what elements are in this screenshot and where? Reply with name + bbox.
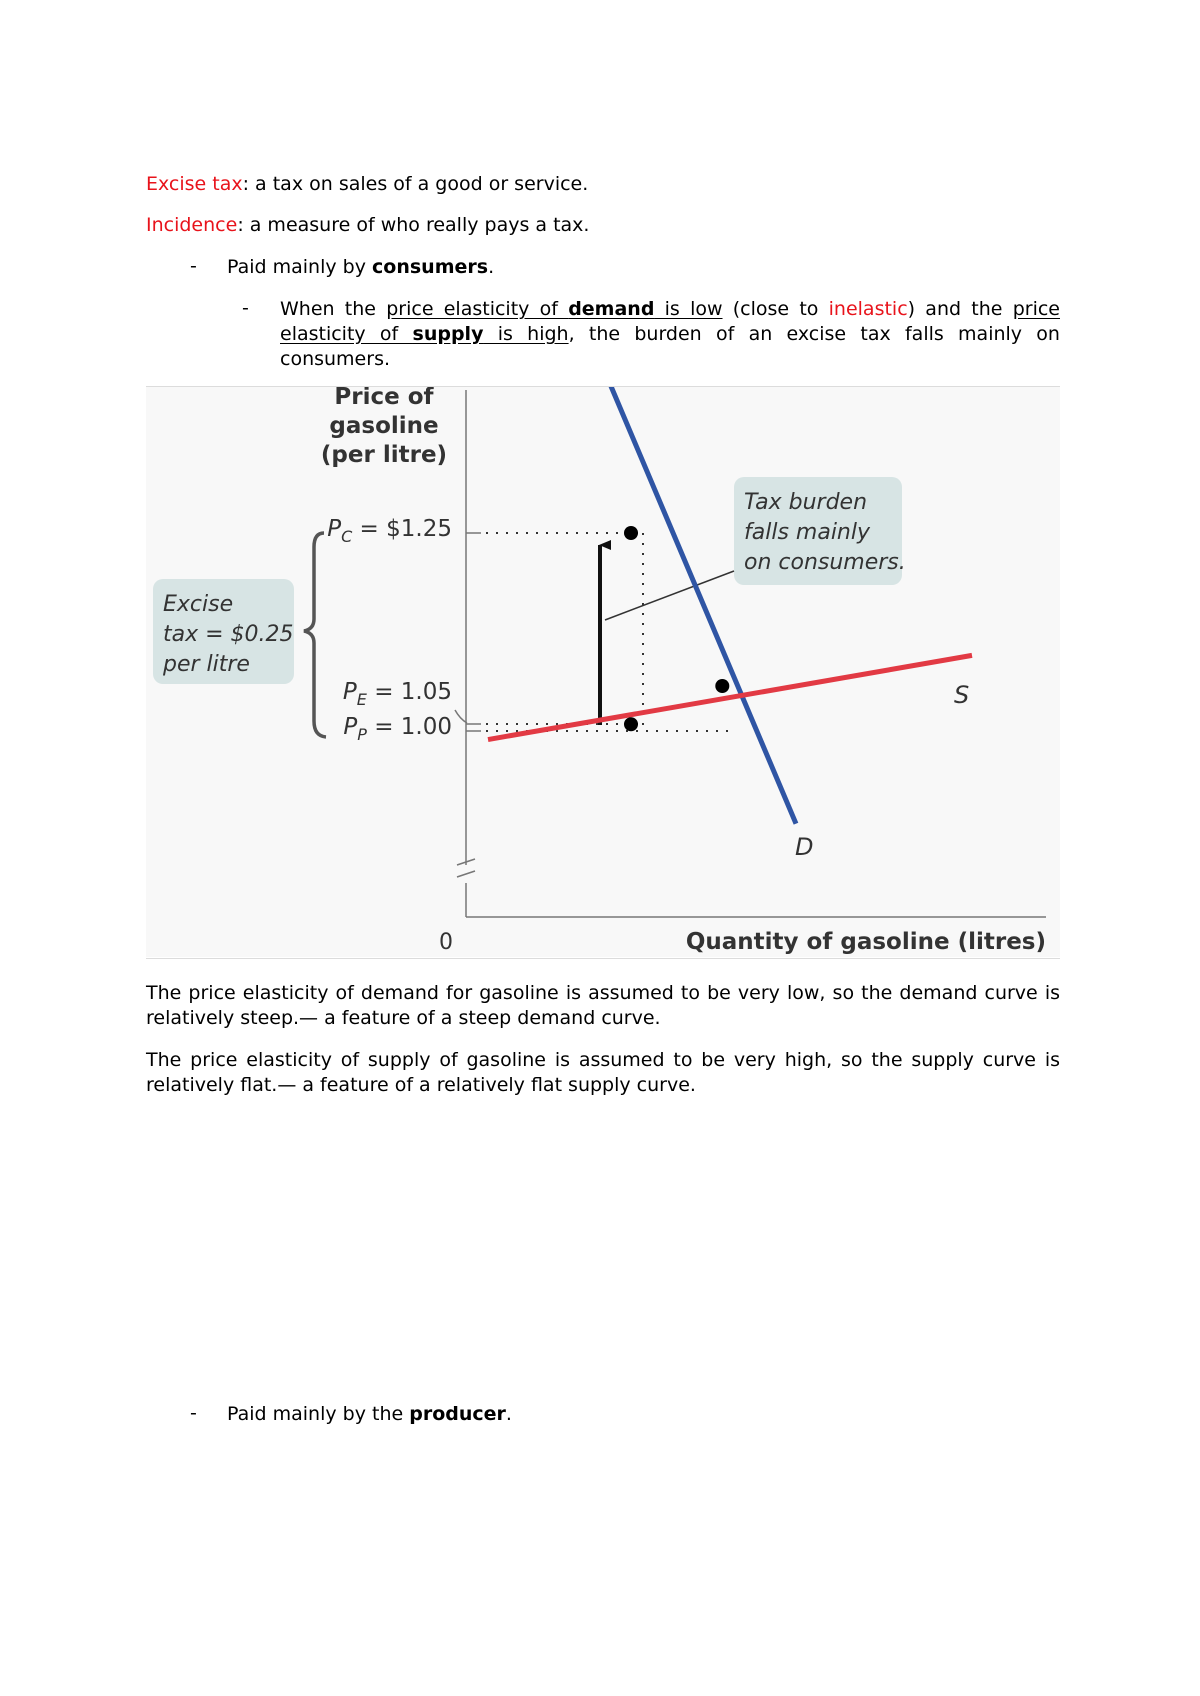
excise-box-line-3: per litre: [163, 652, 250, 677]
demand-label: D: [795, 833, 814, 861]
demand-caption: The price elasticity of demand for gasoline is assumed to be very low, so the demand curve is relatively steep.— a feature of a steep demand curve.: [146, 982, 1060, 1029]
bullet-text: Paid mainly by: [227, 256, 373, 278]
x-axis-label: Quantity of gasoline (litres): [685, 929, 1046, 955]
sub-text-4: , the burden of an excise tax falls mainly on consumers.: [280, 323, 1060, 370]
underline-text-2: is low: [654, 298, 723, 320]
supply-label: S: [954, 681, 970, 709]
bullet-producer: [227, 1402, 1057, 1427]
bullet-producer-period: .: [505, 1403, 512, 1425]
tax-incidence-chart: [146, 387, 1060, 957]
price-label-pc: $P_C$ = $1.25: [327, 516, 452, 546]
excise-definition: [146, 172, 1060, 197]
price-label-pe: $P_E = 1.05$: [342, 679, 452, 709]
bullet-consumers: [227, 255, 1057, 280]
sub-text-3: ) and the: [907, 298, 1013, 320]
excise-def: : a tax on sales of a good or service.: [242, 173, 589, 195]
incidence-definition: [146, 213, 1060, 238]
bold-demand: demand: [568, 298, 655, 320]
burden-box-line-2: falls mainly: [744, 520, 871, 545]
bullet-period: .: [488, 256, 495, 278]
bullet-dash: -: [190, 255, 197, 277]
incidence-def: : a measure of who really pays a tax.: [237, 214, 590, 236]
sub-text-2: (close to: [722, 298, 829, 320]
price-label-pp: $P_P = 1.00$: [343, 714, 452, 744]
bold-consumers: consumers: [372, 256, 489, 278]
sub-bullet-elasticity: [280, 297, 1060, 372]
y-axis-label-2: gasoline: [329, 413, 439, 439]
figure-bottom-rule: [146, 958, 1060, 959]
burden-box-line-1: Tax burden: [744, 490, 868, 515]
bullet-dash-producer: -: [190, 1402, 197, 1424]
point-producer-price: [624, 717, 638, 731]
underline-text-4: is high: [483, 323, 569, 345]
sub-text-1: When the: [280, 298, 387, 320]
point-equilibrium: [715, 679, 729, 693]
bullet-producer-text: Paid mainly by the: [227, 1403, 410, 1425]
origin-label: 0: [439, 930, 453, 955]
point-consumer-price: [624, 526, 638, 540]
bold-supply: supply: [412, 323, 484, 345]
excise-box-line-2: tax = $0.25: [163, 622, 294, 647]
y-axis-label-1: Price of: [334, 387, 434, 410]
underline-text-1: price elasticity of: [386, 298, 569, 320]
excise-box-line-1: Excise: [163, 592, 234, 617]
y-axis-label-3: (per litre): [320, 442, 448, 468]
bold-producer: producer: [409, 1403, 506, 1425]
red-inelastic: inelastic: [828, 298, 908, 320]
excise-term: Excise tax: [146, 173, 243, 195]
underline-demand: [386, 298, 722, 320]
underline-text-3: price elasticity of: [280, 298, 1060, 345]
sub-bullet-dash: -: [242, 297, 249, 319]
supply-caption: The price elasticity of supply of gasoline is assumed to be very high, so the supply curve is relatively flat.— a feature of a relatively flat supply curve.: [146, 1049, 1060, 1096]
incidence-term: Incidence: [146, 214, 238, 236]
burden-box-line-3: on consumers.: [744, 550, 906, 575]
